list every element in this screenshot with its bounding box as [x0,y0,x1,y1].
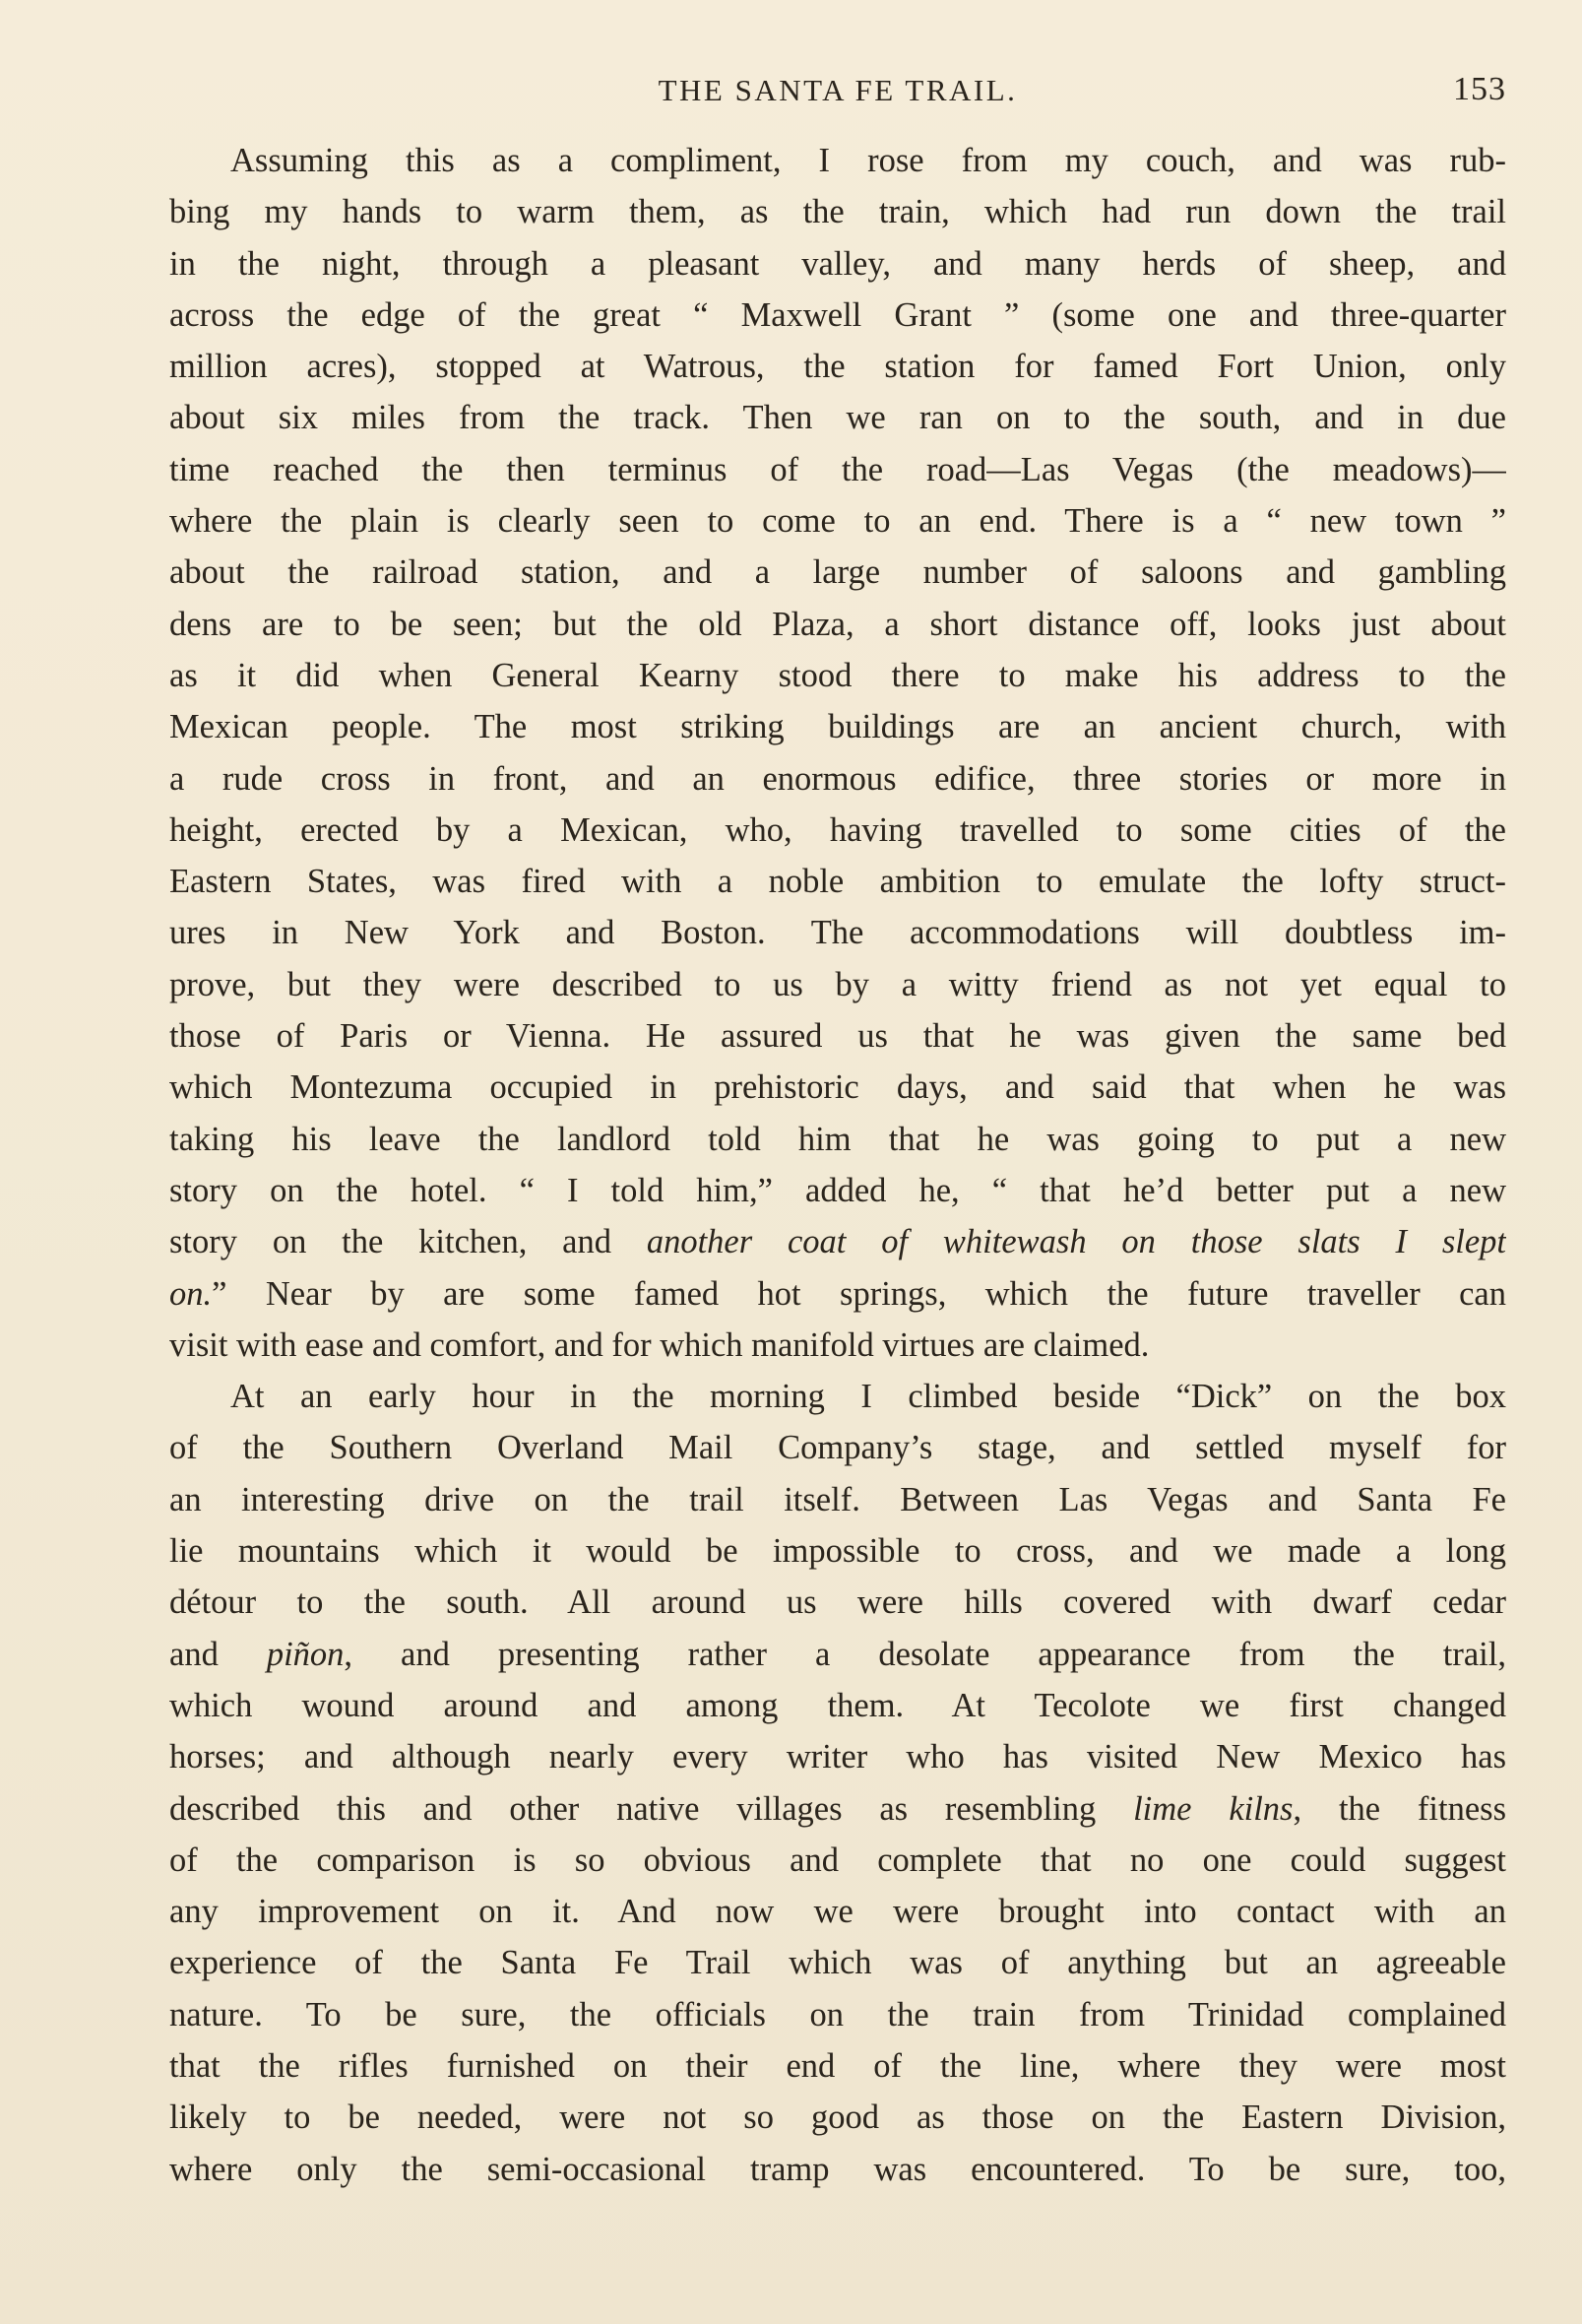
text-line [169,1268,1506,1320]
italic-text-run: piñon [266,1635,345,1673]
text-line: Eastern States, was fired with a noble ambition to emulate the lofty struct- [169,863,1506,901]
text-line: bing my hands to warm them, as the train, which had run down the trail [169,193,1506,231]
text-line [169,1216,1506,1267]
text-line: ures in New York and Boston. The accommodations will doubtless im- [169,914,1506,952]
text-line: where the plain is clearly seen to come to an end. There is a “ new town ” [169,502,1506,541]
text-line: in the night, through a pleasant valley, and many herds of sheep, and [169,244,1506,283]
text-line: prove, but they were described to us by a witty friend as not yet equal to [169,965,1506,1003]
text-line: a rude cross in front, and an enormous edifice, three stories or more in [169,759,1506,798]
text-line: that the rifles furnished on their end of the line, where they were most [169,2046,1506,2085]
running-title: THE SANTA FE TRAIL. [658,73,1018,107]
text-line: those of Paris or Vienna. He assured us that he was given the same bed [169,1017,1506,1056]
text-line: which Montezuma occupied in prehistoric days, and said that when he was [169,1068,1506,1107]
page-number: 153 [1453,71,1506,107]
text-line [169,1629,1506,1680]
text-line: of the comparison is so obvious and complete that no one could suggest [169,1840,1506,1879]
text-line: as it did when General Kearny stood there to make his address to the [169,656,1506,694]
text-run: story on the kitchen, and [169,1223,647,1261]
italic-text-run: on. [169,1274,213,1313]
text-line: horses; and although nearly every writer who has visited New Mexico has [169,1738,1506,1776]
body-text [169,135,1506,2195]
text-line: détour to the south. All around us were hills covered with dwarf cedar [169,1583,1506,1622]
text-run: , the fitness [1293,1789,1506,1828]
text-line: lie mountains which it would be impossible to cross, and we made a long [169,1532,1506,1571]
italic-text-run: lime kilns [1133,1789,1294,1828]
text-run: and [169,1635,267,1673]
text-line: taking his leave the landlord told him that he was going to put a new [169,1120,1506,1158]
text-line: of the Southern Overland Mail Company’s stage, and settled myself for [169,1429,1506,1467]
running-head [169,71,1506,114]
text-line: nature. To be sure, the officials on the train from Trinidad complained [169,1995,1506,2034]
text-line: likely to be needed, were not so good as those on the Eastern Division, [169,2098,1506,2137]
text-line: At an early hour in the morning I climbed beside “Dick” on the box [230,1378,1506,1416]
text-line: story on the hotel. “ I told him,” added he, “ that he’d better put a new [169,1171,1506,1209]
text-line: about the railroad station, and a large number of saloons and gambling [169,553,1506,592]
text-line: Mexican people. The most striking buildings are an ancient church, with [169,708,1506,746]
text-run: described this and other native villages as resembling [169,1789,1134,1828]
text-line: experience of the Santa Fe Trail which was of anything but an agreeable [169,1944,1506,1982]
text-line: million acres), stopped at Watrous, the station for famed Fort Union, only [169,348,1506,386]
text-line: which wound around and among them. At Tecolote we first changed [169,1686,1506,1724]
text-line: time reached the then terminus of the road—Las Vegas (the meadows)— [169,450,1506,488]
text-line: where only the semi-occasional tramp was encountered. To be sure, too, [169,2150,1506,2188]
text-line: Assuming this as a compliment, I rose from my couch, and was rub- [230,142,1506,179]
text-run: , and presenting rather a desolate appearance from the trail, [344,1635,1506,1673]
text-line: height, erected by a Mexican, who, having travelled to some cities of the [169,810,1506,849]
text-line: any improvement on it. And now we were brought into contact with an [169,1893,1506,1931]
text-line [169,1783,1506,1835]
text-line: visit with ease and comfort, and for which manifold virtues are claimed. [169,1325,1150,1364]
italic-text-run: another coat of whitewash on those slats I slept [646,1223,1506,1261]
text-line: dens are to be seen; but the old Plaza, a short distance off, looks just about [169,605,1506,643]
text-line: an interesting drive on the trail itself. Between Las Vegas and Santa Fe [169,1480,1506,1518]
text-line: about six miles from the track. Then we ran on to the south, and in due [169,399,1506,437]
text-line: across the edge of the great “ Maxwell Grant ” (some one and three-quarter [169,295,1506,334]
text-run: ” Near by are some famed hot springs, which the future traveller can [212,1274,1506,1313]
